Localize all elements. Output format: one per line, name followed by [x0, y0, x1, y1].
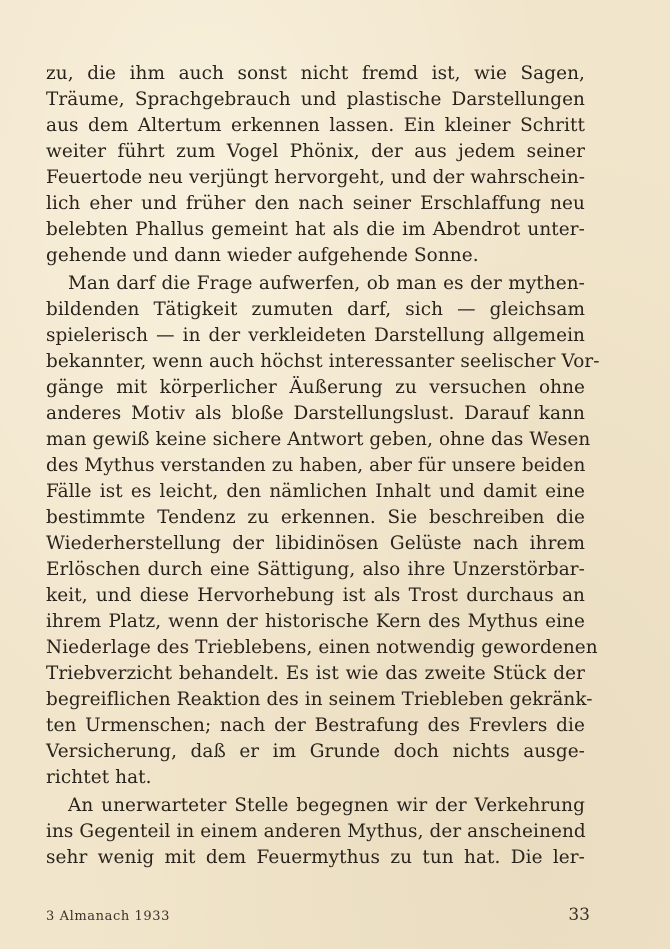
- page-number: 33: [568, 905, 590, 925]
- text-line: richtet hat.: [46, 767, 152, 788]
- text-line: Niederlage des Trieblebens, einen notwendig gewordenen: [46, 637, 598, 658]
- text-line: keit, und diese Hervorhebung ist als Trost durchaus an: [46, 585, 585, 606]
- paragraph-1: [46, 61, 585, 269]
- text-line: zu, die ihm auch sonst nicht fremd ist, wie Sagen,: [46, 63, 585, 84]
- text-line: Träume, Sprachgebrauch und plastische Darstellungen: [46, 89, 585, 110]
- text-line: ins Gegenteil in einem anderen Mythus, der anscheinend: [46, 821, 586, 842]
- paragraph-3: [46, 793, 585, 871]
- text-line: sehr wenig mit dem Feuermythus zu tun hat. Die ler-: [46, 847, 585, 868]
- text-line: ihrem Platz, wenn der historische Kern des Mythus eine: [46, 611, 585, 632]
- text-line: Wiederherstellung der libidinösen Gelüste nach ihrem: [46, 533, 585, 554]
- text-line: Versicherung, daß er im Grunde doch nichts ausge-: [46, 741, 585, 762]
- text-line: bekannter, wenn auch höchst interessanter seelischer Vor-: [46, 351, 600, 372]
- text-line: Fälle ist es leicht, den nämlichen Inhalt und damit eine: [46, 481, 585, 502]
- text-line: ten Urmenschen; nach der Bestrafung des Frevlers die: [46, 715, 585, 736]
- text-line: weiter führt zum Vogel Phönix, der aus jedem seiner: [46, 141, 585, 162]
- text-line: man gewiß keine sichere Antwort geben, ohne das Wesen: [46, 429, 591, 450]
- text-line: spielerisch — in der verkleideten Darstellung allgemein: [46, 325, 585, 346]
- text-line: belebten Phallus gemeint hat als die im Abendrot unter-: [46, 219, 585, 240]
- text-line: Man darf die Frage aufwerfen, ob man es der mythen-: [68, 273, 585, 294]
- text-line: bildenden Tätigkeit zumuten darf, sich — gleichsam: [46, 299, 585, 320]
- page-footer: [46, 905, 590, 927]
- body-text: [46, 61, 600, 871]
- text-line: gehende und dann wieder aufgehende Sonne.: [46, 245, 479, 266]
- text-line: aus dem Altertum erkennen lassen. Ein kleiner Schritt: [46, 115, 585, 136]
- text-line: Triebverzicht behandelt. Es ist wie das zweite Stück der: [46, 663, 585, 684]
- paragraph-2: [46, 271, 600, 791]
- printer-signature: 3 Almanach 1933: [46, 909, 171, 924]
- text-line: bestimmte Tendenz zu erkennen. Sie beschreiben die: [46, 507, 585, 528]
- text-line: An unerwarteter Stelle begegnen wir der Verkehrung: [68, 795, 585, 816]
- text-line: lich eher und früher den nach seiner Erschlaffung neu: [46, 193, 585, 214]
- text-line: gänge mit körperlicher Äußerung zu versuchen ohne: [46, 377, 585, 398]
- text-line: begreiflichen Reaktion des in seinem Triebleben gekränk-: [46, 689, 593, 710]
- text-line: Erlöschen durch eine Sättigung, also ihre Unzerstörbar-: [46, 559, 585, 580]
- text-line: anderes Motiv als bloße Darstellungslust. Darauf kann: [46, 403, 585, 424]
- text-line: des Mythus verstanden zu haben, aber für unsere beiden: [46, 455, 586, 476]
- text-line: Feuertode neu verjüngt hervorgeht, und der wahrschein-: [46, 167, 586, 188]
